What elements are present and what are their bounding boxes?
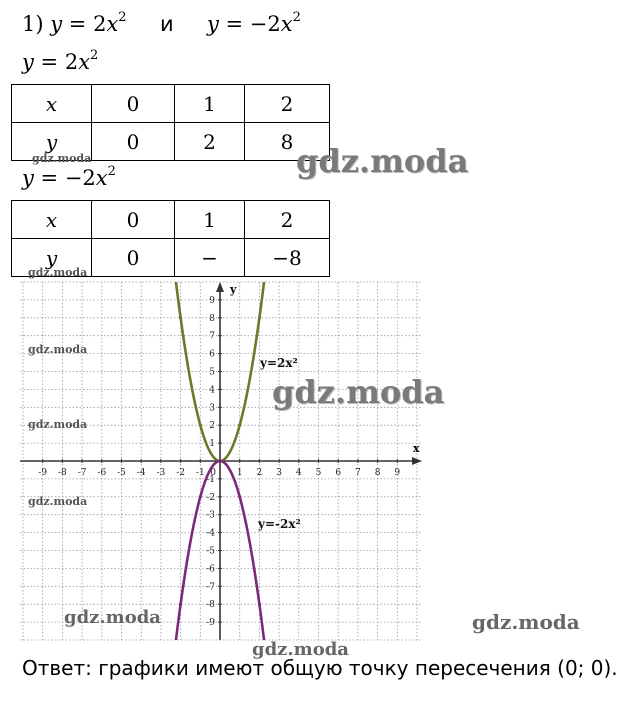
s1-lhs: y <box>22 50 34 74</box>
problem-number: 1) <box>22 12 44 36</box>
s2-lhs: y <box>22 166 34 190</box>
x-tick-label: 8 <box>374 468 381 478</box>
y-tick-label: -6 <box>206 564 215 575</box>
y-axis-arrow <box>216 282 224 292</box>
table-cell: x <box>12 201 92 239</box>
eq1-lhs: y <box>50 12 63 36</box>
table-cell: y <box>12 123 92 161</box>
data-point <box>199 495 202 498</box>
watermark-medium: gdz.moda <box>64 607 161 628</box>
x-tick-label: -8 <box>58 468 67 478</box>
s2-exp: 2 <box>107 164 116 179</box>
watermark-large: gdz.moda <box>272 373 445 411</box>
table-cell: 2 <box>245 85 330 123</box>
watermark: gdz.moda <box>28 495 88 508</box>
eq1-var: x <box>106 12 119 36</box>
table-cell: 1 <box>175 85 245 123</box>
table-cell: −8 <box>245 239 330 277</box>
watermark: gdz.moda <box>32 152 92 165</box>
table-cell: 0 <box>92 201 175 239</box>
conjunction: и <box>159 12 174 36</box>
eq2-lhs: y <box>206 12 219 36</box>
table-cell: 2 <box>245 201 330 239</box>
x-tick-label: -9 <box>38 468 48 478</box>
data-point <box>179 316 182 319</box>
watermark-medium: gdz.moda <box>252 639 349 660</box>
data-point <box>258 316 261 319</box>
table-cell: 1 <box>175 201 245 239</box>
x-tick-label: 9 <box>394 468 401 478</box>
data-point <box>179 603 182 606</box>
origin-label: 0 <box>210 468 216 478</box>
x-tick-label: -5 <box>117 468 126 478</box>
x-tick-label: -4 <box>136 468 146 478</box>
y-tick-label: 6 <box>209 349 215 360</box>
x-tick-label: 6 <box>335 468 342 478</box>
s2-var: x <box>95 166 108 190</box>
y-tick-label: -9 <box>206 618 215 629</box>
watermark: gdz.moda <box>28 418 88 431</box>
y-tick-label: 2 <box>209 421 215 432</box>
y-tick-label: 8 <box>209 313 215 324</box>
data-point <box>199 424 202 427</box>
x-tick-label: 1 <box>236 468 243 478</box>
y-tick-label: -1 <box>206 474 215 485</box>
series-label-negative: y=-2x² <box>258 517 301 531</box>
data-point <box>238 495 241 498</box>
table-cell: x <box>12 85 92 123</box>
y-tick-label: 7 <box>209 331 215 342</box>
x-tick-label: -7 <box>77 468 87 478</box>
x-tick-label: -6 <box>97 468 107 478</box>
watermark: gdz.moda <box>28 343 88 356</box>
y-tick-label: -8 <box>206 600 215 611</box>
y-tick-label: 3 <box>209 403 215 414</box>
y-tick-label: 9 <box>209 295 215 306</box>
y-tick-label: 5 <box>209 367 215 378</box>
data-point <box>238 424 241 427</box>
s1-var: x <box>78 50 91 74</box>
x-tick-label: 3 <box>276 468 282 478</box>
data-point <box>218 459 221 462</box>
y-tick-label: -3 <box>206 510 215 521</box>
y-axis-label: y <box>230 283 237 296</box>
table-cell: 0 <box>92 85 175 123</box>
watermark-medium: gdz.moda <box>472 610 580 634</box>
x-tick-label: -2 <box>176 468 185 478</box>
answer-text: Ответ: графики имеют общую точку пересечения (0; 0). <box>22 656 618 680</box>
x-tick-label: 2 <box>256 468 263 478</box>
y-tick-label: -5 <box>206 546 215 557</box>
watermark: gdz.moda <box>28 266 88 279</box>
eq2-var: x <box>280 12 293 36</box>
data-point <box>258 603 261 606</box>
watermark-large: gdz.moda <box>296 142 469 180</box>
y-tick-label: 1 <box>209 439 215 450</box>
eq1-exp: 2 <box>118 10 127 25</box>
s2-mid: = −2 <box>33 166 96 190</box>
x-tick-label: 4 <box>295 468 302 478</box>
eq2-exp: 2 <box>292 10 301 25</box>
y-tick-label: -7 <box>206 582 215 593</box>
y-tick-label: -2 <box>206 492 215 503</box>
y-tick-label: 4 <box>209 385 215 396</box>
x-tick-label: -3 <box>156 468 166 478</box>
table-cell: − <box>175 239 245 277</box>
s1-mid: = 2 <box>33 50 79 74</box>
series-label-positive: y=2x² <box>260 356 298 370</box>
eq2-mid: = −2 <box>218 12 281 36</box>
table-cell: 0 <box>92 239 175 277</box>
table-cell: 2 <box>175 123 245 161</box>
x-axis-label: x <box>413 442 420 455</box>
x-tick-label: 5 <box>315 468 322 478</box>
s1-exp: 2 <box>90 48 99 63</box>
table-cell: 8 <box>245 123 330 161</box>
table-cell: 0 <box>92 123 175 161</box>
x-tick-label: -1 <box>195 468 205 478</box>
table-cell: y <box>12 239 92 277</box>
x-tick-label: 7 <box>355 468 361 478</box>
y-tick-label: -4 <box>206 528 215 539</box>
eq1-mid: = 2 <box>62 12 107 36</box>
